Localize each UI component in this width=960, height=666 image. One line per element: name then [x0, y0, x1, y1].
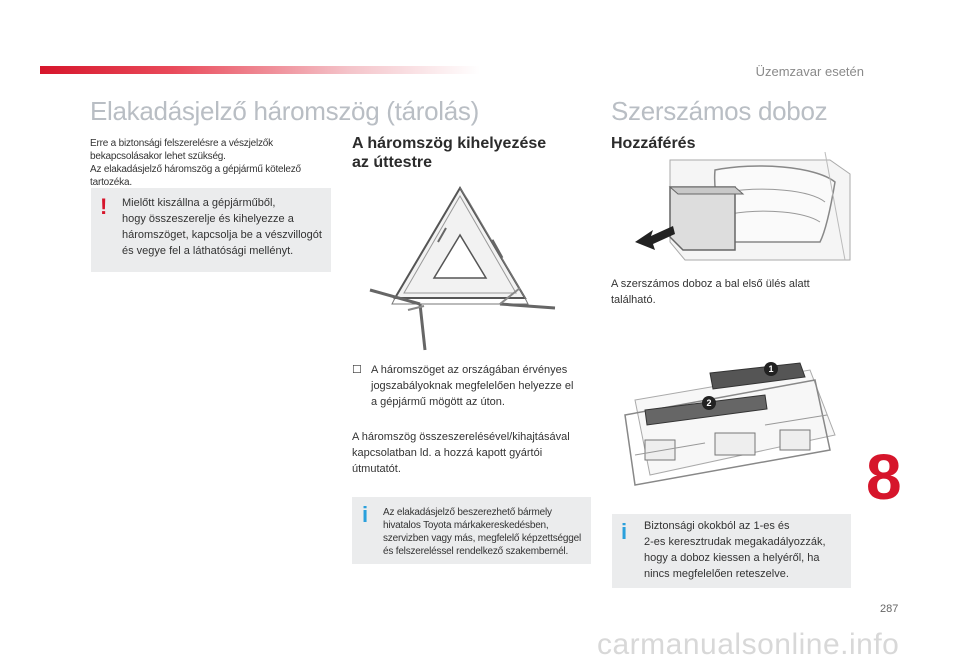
- info-line: hivatalos Toyota márkakereskedésben,: [383, 520, 549, 531]
- info-icon: i: [621, 519, 628, 544]
- info-line: nincs megfelelően reteszelve.: [644, 568, 789, 580]
- location-line: található.: [611, 294, 656, 306]
- heading-line: A háromszög kihelyezése: [352, 135, 547, 152]
- page-number: 287: [880, 603, 899, 615]
- assembly-paragraph: [352, 429, 597, 477]
- warning-triangle-illustration: [360, 180, 580, 355]
- access-heading: Hozzáférés: [611, 135, 696, 152]
- callout-1-badge: 1: [764, 362, 778, 376]
- seat-toolbox-illustration: [625, 152, 855, 267]
- warning-line: Mielőtt kiszállna a gépjárműből,: [122, 197, 276, 209]
- toolbox-crossbars-illustration: [615, 355, 845, 495]
- section-title-toolbox: Szerszámos doboz: [611, 96, 828, 126]
- bullet-line: a gépjármű mögött az úton.: [371, 396, 505, 408]
- intro-line: bekapcsolásakor lehet szükség.: [90, 151, 226, 162]
- info-line: hogy a doboz kiessen a helyéről, ha: [644, 552, 820, 564]
- info-box-crossbars: [612, 514, 851, 588]
- info-box-dealer: [352, 497, 591, 564]
- location-text: [611, 276, 851, 308]
- warning-box: [91, 188, 331, 272]
- intro-text: [90, 137, 340, 189]
- warning-line: háromszöget, kapcsolja be a vészvillogót: [122, 229, 322, 241]
- info-text: [383, 506, 588, 558]
- crossbar-info-text: [644, 518, 849, 582]
- triangle-placement-heading: [352, 134, 592, 172]
- heading-line: az úttestre: [352, 154, 433, 171]
- bullet-text: [371, 362, 596, 410]
- warning-line: hogy összeszerelje és kihelyezze a: [122, 213, 294, 225]
- intro-line: Erre a biztonsági felszerelésre a vészjelzők: [90, 138, 273, 149]
- warning-icon: !: [100, 194, 108, 219]
- info-line: és felszereléssel rendelkező szakembernél.: [383, 546, 569, 557]
- info-line: Az elakadásjelző beszerezhető bármely: [383, 507, 552, 518]
- info-line: 2-es keresztrudak megakadályozzák,: [644, 536, 826, 548]
- checkbox-bullet-icon: ☐: [352, 364, 362, 376]
- warning-line: és vegye fel a láthatósági mellényt.: [122, 245, 294, 257]
- chapter-number: 8: [866, 441, 902, 513]
- header-accent-bar: [40, 66, 480, 74]
- chapter-title: Üzemzavar esetén: [755, 64, 864, 79]
- section-title-triangle: Elakadásjelző háromszög (tárolás): [90, 96, 479, 126]
- location-line: A szerszámos doboz a bal első ülés alatt: [611, 278, 810, 290]
- bullet-line: A háromszöget az országában érvényes: [371, 364, 568, 376]
- warning-text: [122, 195, 327, 259]
- callout-2-badge: 2: [702, 396, 716, 410]
- info-icon: i: [362, 502, 369, 527]
- info-line: szervizben vagy más, megfelelő képzettséggel: [383, 533, 581, 544]
- paragraph-line: útmutatót.: [352, 463, 401, 475]
- watermark: carmanualsonline.info: [597, 628, 900, 661]
- intro-line: Az elakadásjelző háromszög a gépjármű kötelező tartozéka.: [90, 164, 301, 188]
- paragraph-line: A háromszög összeszerelésével/kihajtásával: [352, 431, 570, 443]
- info-line: Biztonsági okokból az 1-es és: [644, 520, 790, 532]
- bullet-line: jogszabályoknak megfelelően helyezze el: [371, 380, 574, 392]
- paragraph-line: kapcsolatban ld. a hozzá kapott gyártói: [352, 447, 543, 459]
